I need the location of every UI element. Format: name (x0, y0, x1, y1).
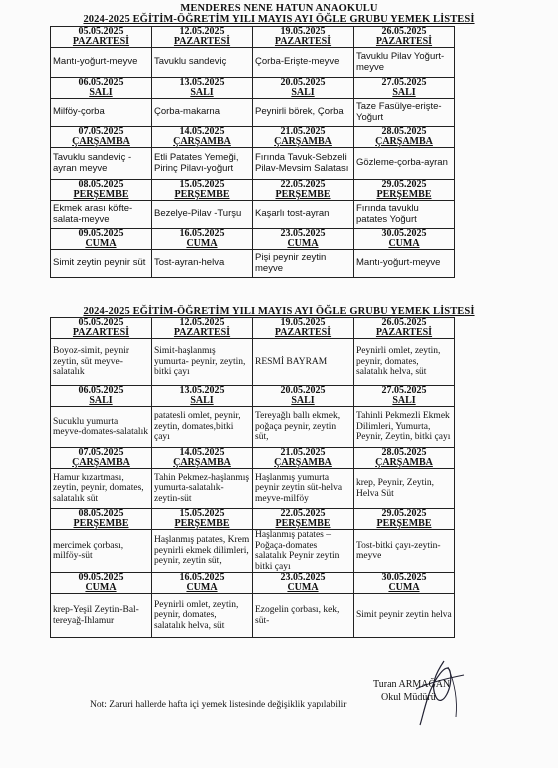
day-header (253, 78, 354, 99)
meal-row (51, 99, 455, 127)
day-label: CUMA (388, 582, 420, 593)
meal-row (51, 201, 455, 229)
day-label: ÇARŞAMBA (173, 136, 231, 147)
day-header (253, 229, 354, 250)
meal-cell: Tavuklu sandeviç (152, 48, 253, 78)
header-row (51, 27, 455, 48)
date-label: 09.05.2025 (78, 228, 124, 239)
day-label: PERŞEMBE (174, 518, 230, 529)
date-label: 12.05.2025 (179, 317, 225, 328)
day-label: PERŞEMBE (275, 518, 331, 529)
day-header (354, 509, 455, 530)
date-label: 26.05.2025 (381, 317, 427, 328)
day-label: SALI (190, 395, 214, 406)
meal-cell: Tahinli Pekmezli Ekmek Dilimleri, Yumurta, Peynir, Zeytin, bitki çayı (354, 407, 455, 448)
day-label: CUMA (85, 582, 117, 593)
day-label: PERŞEMBE (174, 189, 230, 200)
header-row (51, 229, 455, 250)
meal-row (51, 530, 455, 573)
date-label: 20.05.2025 (280, 385, 326, 396)
date-label: 28.05.2025 (381, 447, 427, 458)
day-header (152, 180, 253, 201)
principal-name: Turan ARMAĞAN (373, 679, 451, 690)
day-label: PAZARTESİ (375, 327, 433, 338)
meal-cell: Tost-bitki çayı-zeytin-meyve (354, 530, 455, 573)
date-label: 08.05.2025 (78, 179, 124, 190)
day-header (253, 318, 354, 339)
day-header (152, 509, 253, 530)
day-header (354, 318, 455, 339)
header-row (51, 180, 455, 201)
date-label: 19.05.2025 (280, 26, 326, 37)
date-label: 22.05.2025 (280, 179, 326, 190)
day-label: ÇARŞAMBA (274, 457, 332, 468)
day-header (152, 386, 253, 407)
date-label: 06.05.2025 (78, 77, 124, 88)
meal-cell: Ekmek arası köfte-salata-meyve (51, 201, 152, 229)
principal-title: Okul Müdürü (381, 692, 436, 703)
day-header (253, 509, 354, 530)
meal-cell: Mantı-yoğurt-meyve (354, 250, 455, 278)
meal-cell: Peynirli börek, Çorba (253, 99, 354, 127)
day-label: SALI (89, 87, 113, 98)
day-label: ÇARŞAMBA (72, 457, 130, 468)
day-header (354, 573, 455, 594)
meal-cell: patatesli omlet, peynir, zeytin, domates,bitki çayı (152, 407, 253, 448)
meal-cell: Etli Patates Yemeği, Pirinç Pilavı-yoğurt (152, 148, 253, 180)
day-header (152, 448, 253, 469)
date-label: 09.05.2025 (78, 572, 124, 583)
meal-cell: Çorba-makarna (152, 99, 253, 127)
date-label: 14.05.2025 (179, 447, 225, 458)
day-label: ÇARŞAMBA (375, 457, 433, 468)
day-label: SALI (89, 395, 113, 406)
header-row (51, 509, 455, 530)
day-label: ÇARŞAMBA (375, 136, 433, 147)
day-label: ÇARŞAMBA (72, 136, 130, 147)
day-header (51, 229, 152, 250)
date-label: 05.05.2025 (78, 26, 124, 37)
header-row (51, 386, 455, 407)
date-label: 07.05.2025 (78, 447, 124, 458)
date-label: 21.05.2025 (280, 126, 326, 137)
date-label: 14.05.2025 (179, 126, 225, 137)
date-label: 28.05.2025 (381, 126, 427, 137)
meal-row (51, 48, 455, 78)
day-header (354, 78, 455, 99)
date-label: 27.05.2025 (381, 385, 427, 396)
day-header (51, 127, 152, 148)
meal-cell: Peynirli omlet, zeytin, peynir, domates, salatalık helva, süt (152, 594, 253, 638)
date-label: 16.05.2025 (179, 572, 225, 583)
day-label: SALI (291, 395, 315, 406)
day-header (253, 386, 354, 407)
day-label: CUMA (287, 238, 319, 249)
meal-cell: krep-Yeşil Zeytin-Bal-tereyağ-Ihlamur (51, 594, 152, 638)
meal-cell: Fırında tavuklu patates Yoğurt (354, 201, 455, 229)
meal-cell: RESMİ BAYRAM (253, 339, 354, 386)
date-label: 30.05.2025 (381, 572, 427, 583)
footer-note: Not: Zaruri hallerde hafta içi yemek listesinde değişiklik yapılabilir (90, 700, 347, 710)
list-title-2: 2024-2025 EĞİTİM-ÖĞRETİM YILI MAYIS AYI ÖĞLE GRUBU YEMEK LİSTESİ (83, 306, 475, 317)
date-label: 05.05.2025 (78, 317, 124, 328)
meal-cell: Tavuklu Pilav Yoğurt-meyve (354, 48, 455, 78)
meal-cell: Simit peynir zeytin helva (354, 594, 455, 638)
date-label: 22.05.2025 (280, 508, 326, 519)
day-label: CUMA (287, 582, 319, 593)
meal-cell: Taze Fasülye-erişte-Yoğurt (354, 99, 455, 127)
day-header (51, 573, 152, 594)
meal-cell: Fırında Tavuk-Sebzeli Pilav-Mevsim Salatası (253, 148, 354, 180)
day-label: PAZARTESİ (274, 327, 332, 338)
date-label: 26.05.2025 (381, 26, 427, 37)
meal-cell: Peynirli omlet, zeytin, peynir, domates, salatalık helva, süt (354, 339, 455, 386)
meal-cell: Bezelye-Pilav -Turşu (152, 201, 253, 229)
meal-cell: Haşlanmış patates, Krem peynirli ekmek dilimleri, peynir, zeytin süt, (152, 530, 253, 573)
day-label: SALI (291, 87, 315, 98)
breakfast-menu-table-2 (50, 317, 455, 638)
date-label: 13.05.2025 (179, 77, 225, 88)
day-header (51, 180, 152, 201)
meal-cell: Haşlanmış patates – Poğaça-domates salatalık Peynir zeytin bitki çayı (253, 530, 354, 573)
day-header (51, 448, 152, 469)
day-label: SALI (190, 87, 214, 98)
date-label: 06.05.2025 (78, 385, 124, 396)
meal-cell: Hamur kızartması, zeytin, peynir, domates, salatalık süt (51, 469, 152, 509)
day-label: PAZARTESİ (173, 36, 231, 47)
day-label: CUMA (186, 582, 218, 593)
header-row (51, 318, 455, 339)
meal-cell: Simit-haşlanmış yumurta- peynir, zeytin, bitki çayı (152, 339, 253, 386)
header-row (51, 78, 455, 99)
day-label: PAZARTESİ (274, 36, 332, 47)
date-label: 15.05.2025 (179, 508, 225, 519)
date-label: 15.05.2025 (179, 179, 225, 190)
meal-row (51, 469, 455, 509)
date-label: 30.05.2025 (381, 228, 427, 239)
day-header (152, 318, 253, 339)
day-header (253, 27, 354, 48)
lunch-menu-table-1 (50, 26, 455, 278)
date-label: 13.05.2025 (179, 385, 225, 396)
day-header (253, 127, 354, 148)
day-header (354, 386, 455, 407)
date-label: 27.05.2025 (381, 77, 427, 88)
day-label: PAZARTESİ (72, 327, 130, 338)
meal-cell: Tereyağlı ballı ekmek, poğaça peynir, zeytin süt, (253, 407, 354, 448)
day-label: CUMA (388, 238, 420, 249)
day-label: SALI (392, 87, 416, 98)
meal-cell: Kaşarlı tost-ayran (253, 201, 354, 229)
date-label: 29.05.2025 (381, 179, 427, 190)
meal-cell: krep, Peynir, Zeytin, Helva Süt (354, 469, 455, 509)
meal-cell: Tavuklu sandeviç -ayran meyve (51, 148, 152, 180)
day-header (152, 78, 253, 99)
meal-cell: Gözleme-çorba-ayran (354, 148, 455, 180)
school-title: MENDERES NENE HATUN ANAOKULU (180, 3, 378, 14)
day-header (354, 448, 455, 469)
meal-row (51, 407, 455, 448)
meal-cell: Milföy-çorba (51, 99, 152, 127)
date-label: 08.05.2025 (78, 508, 124, 519)
day-header (51, 27, 152, 48)
day-header (152, 573, 253, 594)
day-header (51, 386, 152, 407)
date-label: 23.05.2025 (280, 572, 326, 583)
meal-cell: Tost-ayran-helva (152, 250, 253, 278)
day-header (152, 127, 253, 148)
meal-cell: Simit zeytin peynir süt (51, 250, 152, 278)
day-header (354, 27, 455, 48)
day-label: ÇARŞAMBA (173, 457, 231, 468)
day-label: PERŞEMBE (376, 518, 432, 529)
day-header (354, 229, 455, 250)
day-header (354, 127, 455, 148)
day-header (51, 78, 152, 99)
day-header (51, 509, 152, 530)
meal-row (51, 250, 455, 278)
date-label: 19.05.2025 (280, 317, 326, 328)
day-header (152, 27, 253, 48)
date-label: 23.05.2025 (280, 228, 326, 239)
day-label: SALI (392, 395, 416, 406)
meal-cell: Ezogelin çorbası, kek, süt- (253, 594, 354, 638)
day-label: PERŞEMBE (73, 518, 129, 529)
day-header (253, 180, 354, 201)
meal-cell: Pişi peynir zeytin meyve (253, 250, 354, 278)
meal-cell: mercimek çorbası, milföy-süt (51, 530, 152, 573)
meal-row (51, 339, 455, 386)
meal-cell: Haşlanmış yumurta peynir zeytin süt-helva meyve-milföy (253, 469, 354, 509)
date-label: 29.05.2025 (381, 508, 427, 519)
date-label: 16.05.2025 (179, 228, 225, 239)
date-label: 07.05.2025 (78, 126, 124, 137)
day-label: CUMA (186, 238, 218, 249)
date-label: 20.05.2025 (280, 77, 326, 88)
day-header (253, 448, 354, 469)
meal-row (51, 594, 455, 638)
header-row (51, 448, 455, 469)
header-row (51, 127, 455, 148)
meal-row (51, 148, 455, 180)
day-header (354, 180, 455, 201)
day-header (51, 318, 152, 339)
day-label: PAZARTESİ (375, 36, 433, 47)
meal-cell: Mantı-yoğurt-meyve (51, 48, 152, 78)
header-row (51, 573, 455, 594)
meal-cell: Tahin Pekmez-haşlanmış yumurta-salatalık-zeytin-süt (152, 469, 253, 509)
list-title-1: 2024-2025 EĞİTİM-ÖĞRETİM YILI MAYIS AYI ÖĞLE GRUBU YEMEK LİSTESİ (83, 14, 475, 25)
day-label: ÇARŞAMBA (274, 136, 332, 147)
day-header (152, 229, 253, 250)
date-label: 12.05.2025 (179, 26, 225, 37)
day-header (253, 573, 354, 594)
meal-cell: Boyoz-simit, peynir zeytin, süt meyve-salatalık (51, 339, 152, 386)
meal-cell: Sucuklu yumurta meyve-domates-salatalık (51, 407, 152, 448)
day-label: PERŞEMBE (73, 189, 129, 200)
day-label: PAZARTESİ (72, 36, 130, 47)
meal-cell: Çorba-Erişte-meyve (253, 48, 354, 78)
day-label: PERŞEMBE (275, 189, 331, 200)
day-label: PAZARTESİ (173, 327, 231, 338)
day-label: PERŞEMBE (376, 189, 432, 200)
date-label: 21.05.2025 (280, 447, 326, 458)
day-label: CUMA (85, 238, 117, 249)
